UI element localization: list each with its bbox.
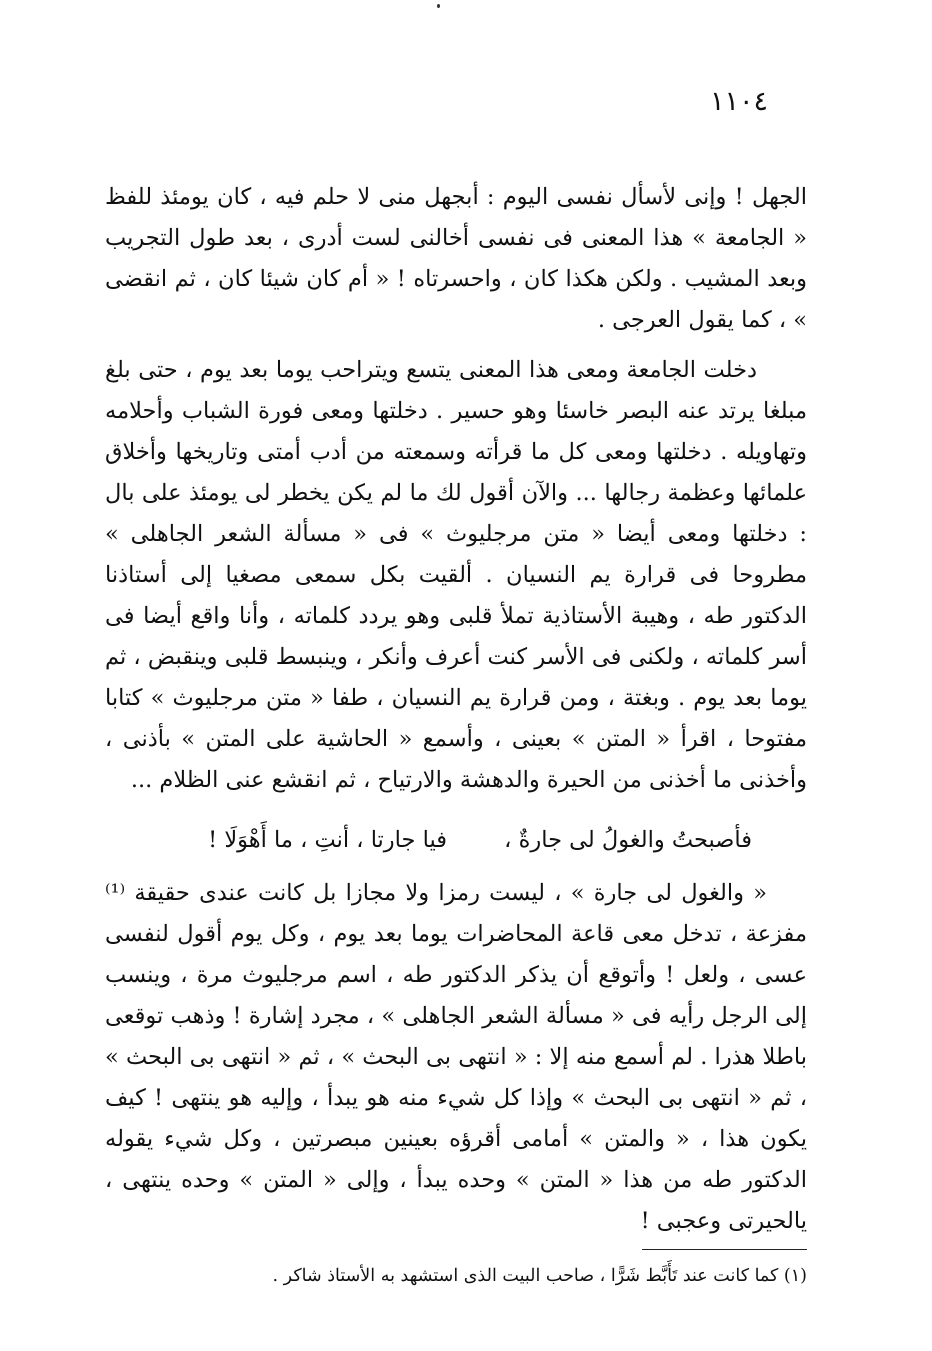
footnote-divider <box>642 1249 807 1250</box>
page-number: ١١٠٤ <box>710 86 769 117</box>
paragraph-1: الجهل ! وإنى لأسأل نفسى اليوم : أبجهل منى لا حلم فيه ، كان يومئذ للفظ « الجامعة » هذا المعنى فى نفسى أخالنى لست أدرى ، بعد طول التجريب وبعد المشيب . ولكن هكذا كان ، واحسرتاه ! « أم كان شيئا كان ، ثم انقضى » ، كما يقول العرجى . <box>105 184 807 333</box>
footnote: (١) كما كانت عند تَأَبَّط شَرًّا ، صاحب البيت الذى استشهد به الأستاذ شاكر . <box>272 1266 807 1286</box>
poem-verse <box>105 820 807 861</box>
verse-first-hemistich: فأصبحتُ والغولُ لى جارةٌ ، <box>504 827 752 853</box>
verse-second-hemistich: فيا جارتا ، أنتِ ، ما أَهْوَلَا ! <box>208 827 447 853</box>
paragraph-2: دخلت الجامعة ومعى هذا المعنى يتسع ويتراحب يوما بعد يوم ، حتى بلغ مبلغا يرتد عنه البصر خاسئا وهو حسير . دخلتها ومعى فورة الشباب وأحلامه وتهاويله . دخلتها ومعى كل ما قرأته وسمعته من أدب أمتى وتاريخها وأخلاق علمائها وعظمة رجالها ... والآن أقول لك ما لم يكن يخطر لى يومئذ على بال : دخلتها ومعى أيضا « متن مرجليوث » فى « مسألة الشعر الجاهلى » مطروحا فى قرارة يم النسيان . ألقيت بكل سمعى مصغيا إلى أستاذنا الدكتور طه ، وهيبة الأستاذية تملأ قلبى وهو يردد كلماته ، وأنا واقع أيضا فى أسر كلماته ، ولكنى فى الأسر كنت أعرف وأنكر ، وينبسط قلبى وينقبض ، ثم يوما بعد يوم . وبغتة ، ومن قرارة يم النسيان ، طفا « متن مرجليوث » كتابا مفتوحا ، اقرأ « المتن » بعينى ، وأسمع « الحاشية على المتن » بأذنى ، وأخذنى ما أخذنى من الحيرة والدهشة والارتياح ، ثم انقشع عنى الظلام ... <box>105 357 807 793</box>
print-speck <box>437 4 440 8</box>
paragraph-3: « والغول لى جارة » ، ليست رمزا ولا مجازا بل كانت عندى حقيقة ⁽¹⁾ مفزعة ، تدخل معى قاعة المحاضرات يوما بعد يوم ، وكل يوم أقول لنفسى عسى ، ولعل ! وأتوقع أن يذكر الدكتور طه ، اسم مرجليوث مرة ، وينسب إلى الرجل رأيه فى « مسألة الشعر الجاهلى » ، مجرد إشارة ! وذهب توقعى باطلا هذرا . لم أسمع منه إلا : « انتهى بى البحث » ، ثم « انتهى بى البحث » ، ثم « انتهى بى البحث » وإذا كل شيء منه هو يبدأ ، وإليه هو ينتهى ! كيف يكون هذا ، « والمتن » أمامى أقرؤه بعينين مبصرتين ، وكل شيء يقوله الدكتور طه من هذا « المتن » وحده يبدأ ، وإلى « المتن » وحده ينتهى ، يالحيرتى وعجبى ! <box>105 880 807 1234</box>
